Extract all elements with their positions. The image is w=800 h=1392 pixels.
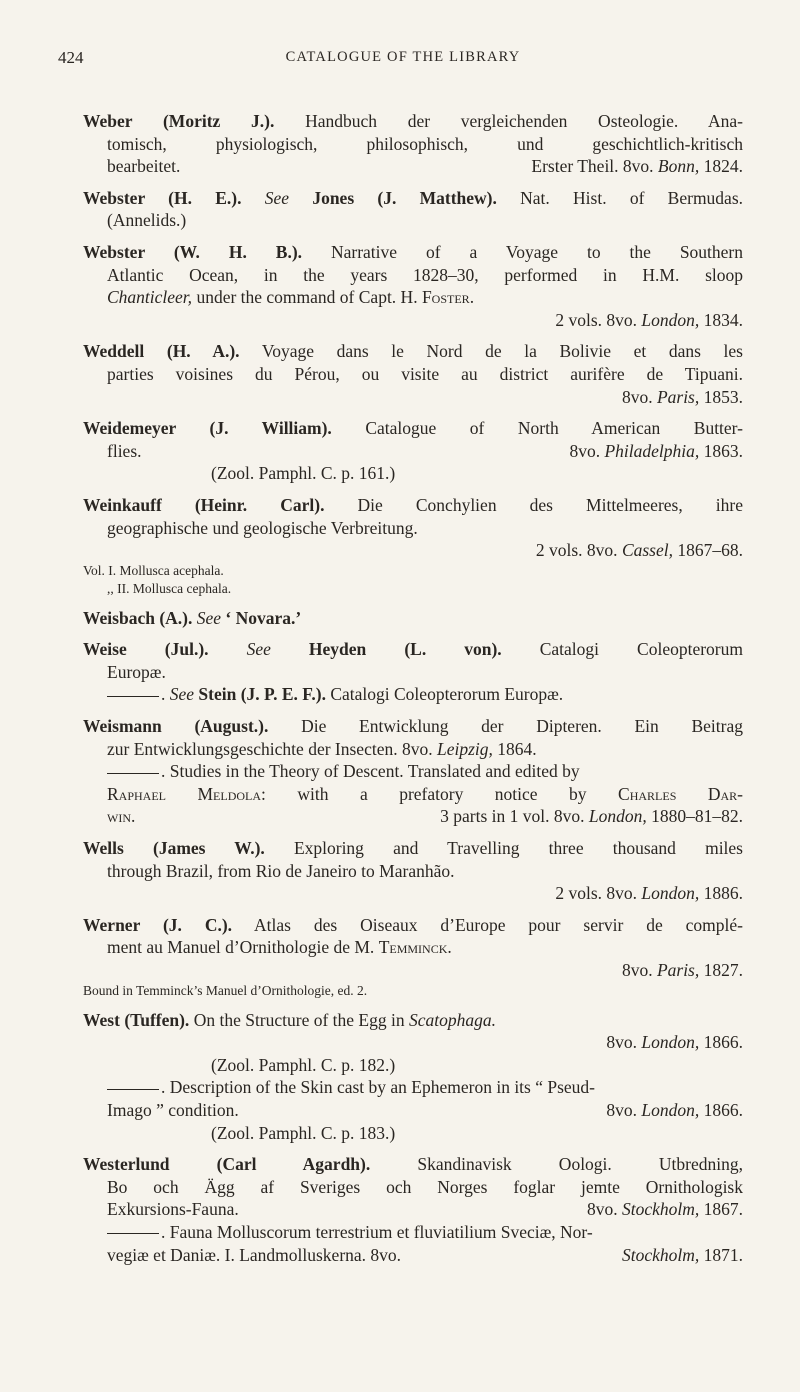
running-title: CATALOGUE OF THE LIBRARY: [285, 49, 521, 65]
author: Webster (H. E.).: [83, 187, 242, 208]
entry-weinkauff: Weinkauff (Heinr. Carl). Die Conchylien des Mittelmeeres, ihre geographische und geologische Verbreitung. 2 vols. 8vo. Cassel, 1867–68. Vol. I. Mollusca acephala. ,, II. Mollusca cephala.: [83, 494, 743, 596]
entry-webster-whb: Webster (W. H. B.). Narrative of a Voyage to the Southern Atlantic Ocean, in the years 1828–30, performed in H.M. sloop Chanticleer, under the command of Capt. H. Foster. 2 vols. 8vo. London, 1834.: [83, 241, 743, 330]
author: Weidemeyer (J. William).: [83, 418, 332, 439]
entry-weber: Weber (Moritz J.). Handbuch der vergleichenden Osteologie. Ana- tomisch, physiologisch, philosophisch, und geschichtlich-kritisch bearbeitet. Erster Theil. 8vo. Bonn, 1824.: [83, 111, 743, 177]
author: Wells (James W.).: [83, 838, 265, 859]
ditto-entry: . See Stein (J. P. E. F.). Catalogi Coleopterorum Europæ.: [83, 683, 743, 706]
entry-weise: Weise (Jul.). See Heyden (L. von). Catalogi Coleopterorum Europæ. . See Stein (J. P. E. F.). Catalogi Coleopterorum Europæ.: [83, 639, 743, 705]
ditto-entry: . Studies in the Theory of Descent. Translated and edited by: [83, 760, 743, 783]
entry-weidemeyer: Weidemeyer (J. William). Catalogue of North American Butter- flies. 8vo. Philadelphia, 1863. (Zool. Pamphl. C. p. 161.): [83, 418, 743, 484]
volume-note: ,, II. Mollusca cephala.: [107, 580, 232, 596]
ditto-dash: [107, 1233, 159, 1234]
author: Weber (Moritz J.).: [83, 111, 275, 131]
entry-weisbach: Weisbach (A.). See ‘ Novara.’: [83, 607, 302, 628]
page-header: [58, 44, 748, 72]
entry-werner: Werner (J. C.). Atlas des Oiseaux d’Europe pour servir de complé- ment au Manuel d’Ornithologie de M. Temminck. 8vo. Paris, 1827. Bound in Temminck’s Manuel d’Ornithologie, ed. 2.: [83, 914, 743, 998]
entry-webster-he: Webster (H. E.). See Jones (J. Matthew). Nat. Hist. of Bermudas. (Annelids.): [83, 187, 743, 231]
author: Webster (W. H. B.).: [83, 241, 303, 262]
author: West (Tuffen).: [83, 1009, 190, 1030]
ditto-entry: . Fauna Molluscorum terrestrium et fluviatilium Sveciæ, Nor-: [83, 1221, 743, 1244]
author: Weisbach (A.).: [83, 607, 193, 628]
entry-weddell: Weddell (H. A.). Voyage dans le Nord de la Bolivie et dans les parties voisines du Pérou, ou visite au district aurifère de Tipuani. 8vo. Paris, 1853.: [83, 341, 743, 407]
binding-note: Bound in Temminck’s Manuel d’Ornithologie, ed. 2.: [83, 982, 368, 998]
author: Weinkauff (Heinr. Carl).: [83, 494, 325, 515]
entry-westerlund: Westerlund (Carl Agardh). Skandinavisk Oologi. Utbredning, Bo och Ägg af Sveriges och Norges foglar jemte Ornithologisk Exkursions-Fauna. 8vo. Stockholm, 1867. . Fauna Molluscorum terrestrium et fluviatilium Sveciæ, Nor- vegiæ et Daniæ. I. Landmolluskerna. 8vo. Stockholm, 1871.: [83, 1154, 743, 1265]
entry-west: West (Tuffen). On the Structure of the Egg in Scatophaga. 8vo. London, 1866. (Zool. Pamphl. C. p. 182.) . Description of the Skin cast by an Ephemeron in its “ Pseud- Imago ” condition. 8vo. London, 1866. (Zool. Pamphl. C. p. 183.): [83, 1009, 743, 1143]
author: Weismann (August.).: [83, 716, 269, 737]
volume-note: Vol. I. Mollusca acephala.: [83, 562, 224, 578]
ditto-entry: . Description of the Skin cast by an Ephemeron in its “ Pseud-: [83, 1076, 743, 1099]
ditto-dash: [107, 696, 159, 697]
entry-weismann: Weismann (August.). Die Entwicklung der Dipteren. Ein Beitrag zur Entwicklungsgeschichte der Insecten. 8vo. Leipzig, 1864. . Studies in the Theory of Descent. Translated and edited by Raphael Meldola: with a prefatory notice by Charles Dar- win. 3 parts in 1 vol. 8vo. London, 1880–81–82.: [83, 716, 743, 827]
ditto-dash: [107, 773, 159, 774]
author: Weise (Jul.).: [83, 639, 209, 660]
page-number: 424: [58, 48, 84, 67]
ditto-dash: [107, 1089, 159, 1090]
entry-list: [83, 110, 743, 1275]
author: Werner (J. C.).: [83, 914, 233, 935]
author: Weddell (H. A.).: [83, 341, 240, 362]
entry-wells: Wells (James W.). Exploring and Travelling three thousand miles through Brazil, from Rio de Janeiro to Maranhão. 2 vols. 8vo. London, 1886.: [83, 838, 743, 904]
author: Westerlund (Carl Agardh).: [83, 1154, 371, 1175]
